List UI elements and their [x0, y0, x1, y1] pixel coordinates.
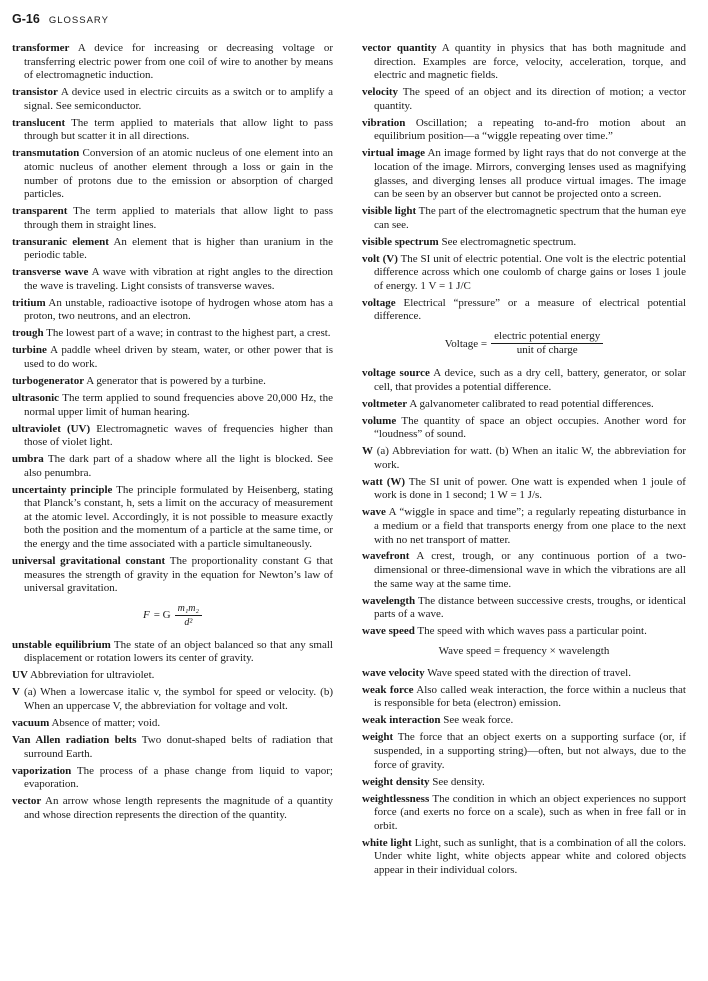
glossary-definition: Oscillation; a repeating to-and-fro motion about an equilibrium position—a “wiggle repeating over time.” — [374, 116, 687, 143]
glossary-entry — [362, 415, 686, 442]
glossary-term: wave — [362, 506, 386, 519]
left-column — [12, 42, 333, 826]
glossary-entry — [12, 42, 333, 83]
glossary-definition: Electromagnetic waves of frequencies higher than those of violet light. — [24, 422, 333, 449]
glossary-entry — [12, 392, 333, 419]
fraction-numerator: electric potential energy — [491, 330, 603, 344]
glossary-term: vector quantity — [362, 42, 437, 54]
glossary-term: volume — [362, 414, 397, 427]
glossary-definition: The proportionality constant G that measures the strength of gravity in the equation for Newton’s law of universal gravitation. — [24, 555, 333, 595]
section-title: GLOSSARY — [48, 15, 109, 26]
glossary-definition: The state of an object balanced so that any small displacement or rotation lowers its center of gravity. — [24, 638, 333, 665]
glossary-definition: Abbreviation for ultraviolet. — [30, 669, 155, 682]
glossary-definition: Electrical “pressure” or a measure of electrical potential difference. — [374, 296, 687, 323]
glossary-entry — [12, 734, 333, 761]
glossary-term: volt (V) — [362, 252, 398, 265]
glossary-entry — [362, 398, 686, 412]
fraction-denominator: unit of charge — [516, 344, 578, 357]
glossary-entry — [362, 625, 686, 639]
glossary-term: trough — [12, 327, 44, 340]
glossary-definition: The process of a phase change from liquid to vapor; evaporation. — [24, 764, 333, 791]
glossary-entry — [12, 86, 333, 113]
glossary-entry — [12, 686, 333, 713]
glossary-definition: Conversion of an atomic nucleus of one element into an atomic nucleus of another element through a loss or gain in the number of protons due to the emission or absorption of charged particles. — [24, 147, 334, 201]
glossary-term: wave velocity — [362, 666, 425, 679]
glossary-definition: The force that an object exerts on a supporting surface (or, if suspended, in a supporting string)—often, but not always, due to the force of gravity. — [374, 731, 686, 771]
glossary-definition: The SI unit of electric potential. One volt is the electric potential difference across which one coulomb of charge gains or loses 1 joule of energy. 1 V = 1 J/C — [374, 252, 686, 292]
glossary-definition: Two donut-shaped belts of radiation that surround Earth. — [24, 733, 333, 760]
glossary-definition: The distance between successive crests, troughs, or identical parts of a wave. — [374, 594, 687, 621]
glossary-term: velocity — [362, 86, 399, 99]
glossary-term: vibration — [362, 116, 406, 129]
fraction-denominator: d² — [184, 616, 193, 628]
glossary-entry — [362, 667, 686, 681]
glossary-definition: The part of the electromagnetic spectrum that the human eye can see. — [374, 205, 686, 231]
glossary-term: transuranic element — [12, 235, 109, 248]
equation-fraction — [175, 602, 202, 629]
glossary-term: transparent — [12, 205, 68, 218]
glossary-definition: The SI unit of power. One watt is expended when 1 joule of work is done in 1 second; 1 W = 1 J/s. — [374, 475, 686, 502]
equation-fraction — [491, 330, 603, 357]
glossary-term: transistor — [12, 86, 58, 99]
glossary-definition: The term applied to materials that allow light to pass through them in straight lines. — [24, 205, 333, 231]
glossary-term: watt (W) — [362, 475, 406, 488]
glossary-definition: A crest, trough, or any continuous portion of a two-dimensional or three-dimensional wave in which the vibrations are all the same way at the same time. — [374, 550, 686, 590]
glossary-entry — [12, 147, 333, 201]
glossary-definition: A galvanometer calibrated to read potential differences. — [409, 397, 654, 410]
glossary-definition: The dark part of a shadow where all the light is blocked. See also penumbra. — [24, 453, 333, 479]
glossary-entry — [362, 205, 686, 232]
glossary-term: weight — [362, 731, 394, 744]
glossary-definition: See density. — [432, 775, 485, 788]
glossary-definition: A device used in electric circuits as a switch or to amplify a signal. See semiconductor. — [24, 86, 334, 112]
glossary-definition: The term applied to sound frequencies above 20,000 Hz, the normal upper limit of human hearing. — [24, 391, 333, 418]
glossary-term: transformer — [12, 42, 70, 54]
glossary-term: vector — [12, 795, 42, 808]
glossary-entry — [12, 236, 333, 263]
glossary-term: weak force — [362, 683, 414, 696]
glossary-definition: The speed with which waves pass a particular point. — [417, 625, 647, 638]
glossary-term: wavelength — [362, 594, 416, 607]
glossary-entry — [12, 375, 333, 389]
glossary-term: voltage — [362, 296, 396, 309]
glossary-entry — [362, 550, 686, 591]
glossary-term: turbine — [12, 344, 47, 357]
glossary-entry — [12, 453, 333, 480]
glossary-entry — [362, 367, 686, 394]
glossary-term: UV — [12, 669, 28, 682]
glossary-definition: The speed of an object and its direction of motion; a vector quantity. — [374, 86, 686, 112]
glossary-definition: An arrow whose length represents the magnitude of a quantity and whose direction represents the direction of the quantity. — [24, 795, 333, 821]
fraction-numerator: m₁m₂ — [175, 602, 202, 616]
glossary-term: weightlessness — [362, 792, 430, 805]
glossary-definition: An image formed by light rays that do not converge at the location of the image. Mirrors, converging lenses used as magnifying glasses, and diverging lenses all produce virtual images. The image can be seen by an observer but cannot be projected onto a screen. — [374, 147, 686, 201]
glossary-definition: The principle formulated by Heisenberg, stating that Planck’s constant, h, sets a limit on the accuracy of measurement at the atomic level. Accordingly, it is not possible to measure exactly both the position and the momentum of a particle at the same time, or the energy and the time associated with a particle simultaneously. — [24, 483, 333, 551]
glossary-entry — [12, 484, 333, 552]
glossary-term: white light — [362, 836, 412, 849]
glossary-term: umbra — [12, 453, 44, 466]
glossary-entry — [362, 86, 686, 113]
glossary-definition: A wave with vibration at right angles to the direction the wave is traveling. Light consists of transverse waves. — [24, 266, 333, 292]
glossary-term: wave speed — [362, 625, 415, 638]
glossary-term: ultrasonic — [12, 391, 60, 404]
glossary-definition: The condition in which an object experiences no support force (and exerts no force on a scale), such as when in free fall or in orbit. — [374, 792, 686, 832]
glossary-entry — [12, 266, 333, 293]
glossary-term: uncertainty principle — [12, 483, 113, 496]
glossary-entry — [12, 423, 333, 450]
glossary-term: vaporization — [12, 764, 72, 777]
glossary-term: voltmeter — [362, 397, 408, 410]
glossary-entry — [12, 669, 333, 683]
glossary-definition: Light, such as sunlight, that is a combination of all the colors. Under white light, white objects appear white and colored objects appear in their individual colors. — [374, 836, 687, 876]
glossary-entry — [362, 117, 686, 144]
glossary-entry — [362, 731, 686, 772]
glossary-definition: (a) When a lowercase italic v, the symbol for speed or velocity. (b) When an uppercase V, the abbreviation for voltage and volt. — [24, 686, 333, 712]
glossary-entry — [12, 205, 333, 232]
glossary-entry — [12, 117, 333, 144]
glossary-definition: An element that is higher than uranium in the periodic table. — [24, 235, 333, 262]
glossary-definition: A quantity in physics that has both magnitude and direction. Examples are force, velocity, acceleration, torque, and electric and magnetic fields. — [374, 42, 686, 82]
glossary-term: ultraviolet (UV) — [12, 422, 91, 435]
glossary-entry — [362, 445, 686, 472]
page-number: G-16 — [12, 12, 40, 26]
glossary-entry — [12, 717, 333, 731]
glossary-definition: Absence of matter; void. — [51, 716, 161, 729]
glossary-entry — [362, 42, 686, 83]
glossary-definition: A device for increasing or decreasing voltage or transferring electric power from one coil of wire to another by means of electromagnetic induction. — [24, 42, 333, 82]
glossary-entry — [362, 236, 686, 250]
equation-lhs: Voltage = — [444, 337, 488, 350]
glossary-entry — [12, 297, 333, 324]
glossary-definition: The quantity of space an object occupies. Another word for “loudness” of sound. — [374, 414, 686, 441]
glossary-entry — [362, 506, 686, 547]
right-column — [362, 42, 686, 881]
glossary-entry — [362, 714, 686, 728]
glossary-definition: See electromagnetic spectrum. — [441, 235, 577, 248]
glossary-definition: A device, such as a dry cell, battery, generator, or solar cell, that provides a potential difference. — [374, 367, 686, 393]
glossary-entry — [362, 776, 686, 790]
glossary-term: V — [12, 686, 20, 699]
glossary-entry — [362, 297, 686, 324]
glossary-term: virtual image — [362, 147, 425, 160]
glossary-entry — [12, 555, 333, 596]
glossary-term: transmutation — [12, 147, 80, 160]
glossary-definition: Also called weak interaction, the force within a nucleus that is responsible for beta (electron) emission. — [374, 683, 686, 710]
glossary-definition: The lowest part of a wave; in contrast to the highest part, a crest. — [46, 327, 331, 340]
glossary-term: visible light — [362, 205, 417, 218]
page-header — [12, 12, 109, 26]
glossary-entry — [362, 837, 686, 878]
equation-lhs: F — [142, 609, 150, 622]
glossary-term: W — [362, 445, 373, 458]
glossary-entry — [362, 793, 686, 834]
glossary-entry — [362, 253, 686, 294]
glossary-term: wavefront — [362, 550, 410, 563]
glossary-definition: A “wiggle in space and time”; a regularly repeating disturbance in a medium or a field that transports energy from one place to the next with no net transport of matter. — [374, 506, 686, 546]
glossary-entry — [12, 327, 333, 341]
equation: Wave speed = frequency × wavelength — [438, 644, 610, 657]
glossary-term: unstable equilibrium — [12, 638, 111, 651]
equation-equals: = G — [153, 609, 171, 622]
glossary-term: transverse wave — [12, 266, 89, 279]
glossary-term: tritium — [12, 296, 46, 309]
glossary-entry — [12, 765, 333, 792]
glossary-definition: An unstable, radioactive isotope of hydrogen whose atom has a proton, two neutrons, and an electron. — [24, 296, 333, 323]
glossary-term: weight density — [362, 775, 430, 788]
glossary-definition: A generator that is powered by a turbine. — [86, 374, 266, 387]
glossary-term: Van Allen radiation belts — [12, 733, 137, 746]
glossary-entry — [12, 639, 333, 666]
glossary-definition: (a) Abbreviation for watt. (b) When an italic W, the abbreviation for work. — [374, 445, 686, 471]
equation — [362, 330, 686, 357]
glossary-entry — [362, 595, 686, 622]
glossary-term: visible spectrum — [362, 235, 439, 248]
glossary-entry — [12, 795, 333, 822]
glossary-term: voltage source — [362, 367, 430, 380]
equation — [12, 602, 333, 629]
glossary-term: vacuum — [12, 716, 50, 729]
glossary-definition: Wave speed stated with the direction of travel. — [427, 666, 631, 679]
glossary-term: turbogenerator — [12, 374, 85, 387]
glossary-term: weak interaction — [362, 714, 441, 727]
glossary-term: universal gravitational constant — [12, 555, 166, 568]
glossary-definition: The term applied to materials that allow light to pass through but scatter it in all directions. — [24, 116, 334, 143]
glossary-entry — [362, 684, 686, 711]
glossary-entry — [12, 344, 333, 371]
glossary-entry — [362, 147, 686, 201]
glossary-term: translucent — [12, 116, 66, 129]
glossary-definition: A paddle wheel driven by steam, water, or other power that is used to do work. — [24, 344, 333, 370]
glossary-entry — [362, 476, 686, 503]
glossary-definition: See weak force. — [443, 714, 514, 727]
